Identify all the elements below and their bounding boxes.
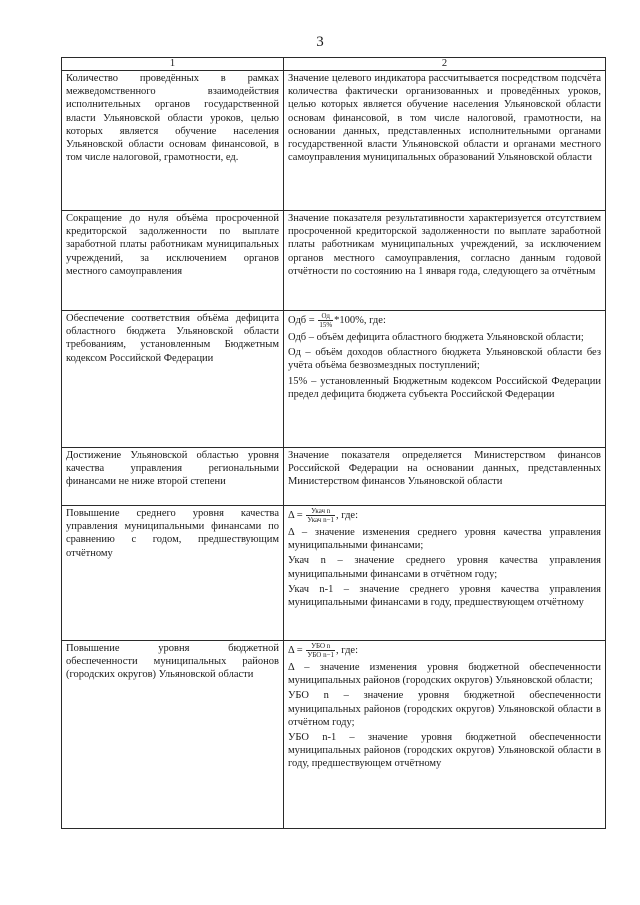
formula: Δ = $\frac{\text{Укач n}}{\text{Укач n−1}}$ , где: <box>288 507 359 524</box>
formula-fraction: $\frac{\text{Укач n}}{\text{Укач n−1}}$ <box>307 507 335 524</box>
formula-definition: Δ – значение изменения среднего уровня качества управления муниципальными финансами; <box>288 527 601 552</box>
description-cell: Значение целевого индикатора рассчитывается посредством подсчёта количества фактически организованных и проведённых уроков, целью которых является обучение населения Ульяновской области основам финансовой, в том числе налоговой, грамотности, на основании данных, представленных исполнительными органами государственной власти Ульяновской области и органами местного самоуправления муниципальных образований Ульяновской области <box>284 71 606 211</box>
indicator-cell: Достижение Ульяновской областью уровня качества управления региональными финансами не ниже второй степени <box>62 448 284 506</box>
table-row <box>62 641 606 829</box>
table-row <box>62 71 606 211</box>
table-row <box>62 311 606 448</box>
indicator-cell: Сокращение до нуля объёма просроченной кредиторской задолженности по выплате заработной платы работникам муниципальных учреждений, за исключением органов местного самоуправления <box>62 211 284 311</box>
table-row <box>62 211 606 311</box>
description-cell <box>284 311 606 448</box>
table-header-row <box>62 58 606 71</box>
table-row <box>62 448 606 506</box>
formula-fraction: $\frac{Од}{15\%}$ <box>319 312 333 329</box>
formula-definition: Укач n-1 – значение среднего уровня качества управления муниципальными финансами в году, предшествующем отчётному <box>288 583 601 609</box>
formula-definition: 15% – установленный Бюджетным кодексом Российской Федерации предел дефицита бюджета субъекта Российской Федерации <box>288 375 601 400</box>
formula: Одб = $\frac{Од}{15\%}$ *100%, где: <box>288 312 386 329</box>
indicator-cell: Повышение среднего уровня качества управления муниципальными финансами по сравнению с годом, предшествующим отчётному <box>62 506 284 641</box>
column-header-2: 2 <box>284 58 606 71</box>
indicator-cell: Повышение уровня бюджетной обеспеченности муниципальных районов (городских округов) Ульяновской области <box>62 641 284 829</box>
indicators-table <box>61 57 606 829</box>
formula-definition: УБО n-1 – значение уровня бюджетной обеспеченности муниципальных районов (городских округов) Ульяновской области в году, предшествующем отчётному <box>288 732 601 770</box>
formula-definition: Одб – объём дефицита областного бюджета Ульяновской области; <box>288 332 584 343</box>
column-header-1: 1 <box>62 58 284 71</box>
indicator-cell: Количество проведённых в рамках межведомственного взаимодействия исполнительных органов государственной власти Ульяновской области уроков, целью которых является обучение населения Ульяновской области основам финансовой, в том числе налоговой, грамотности, ед. <box>62 71 284 211</box>
page-number: 3 <box>316 34 324 50</box>
indicator-cell: Обеспечение соответствия объёма дефицита областного бюджета Ульяновской области требованиям, установленным Бюджетным кодексом Российской Федерации <box>62 311 284 448</box>
formula-definition: Δ – значение изменения уровня бюджетной обеспеченности муниципальных районов (городских округов) Ульяновской области; <box>288 662 601 687</box>
formula-definition: УБО n – значение уровня бюджетной обеспеченности муниципальных районов (городских округов) Ульяновской области в отчётном году; <box>288 690 601 728</box>
description-cell <box>284 506 606 641</box>
formula-definition: Од – объём доходов областного бюджета Ульяновской области без учёта объёма безвозмездных поступлений; <box>288 347 601 372</box>
description-cell <box>284 641 606 829</box>
table-row <box>62 506 606 641</box>
formula-definition: Укач n – значение среднего уровня качества управления муниципальными финансами в отчётном году; <box>288 555 601 580</box>
description-cell: Значение показателя определяется Министерством финансов Российской Федерации на основании данных, представленных Министерством финансов Ульяновской области <box>284 448 606 506</box>
description-cell: Значение показателя результативности характеризуется отсутствием просроченной кредиторской задолженности по выплате заработной платы работникам муниципальных учреждений, за исключением органов местного самоуправления, согласно данным годовой отчётности по состоянию на 1 января года, следующего за отчётным <box>284 211 606 311</box>
formula-fraction: $\frac{\text{УБО n}}{\text{УБО n−1}}$ <box>307 642 335 659</box>
formula: Δ = $\frac{\text{УБО n}}{\text{УБО n−1}}$ , где: <box>288 642 359 659</box>
